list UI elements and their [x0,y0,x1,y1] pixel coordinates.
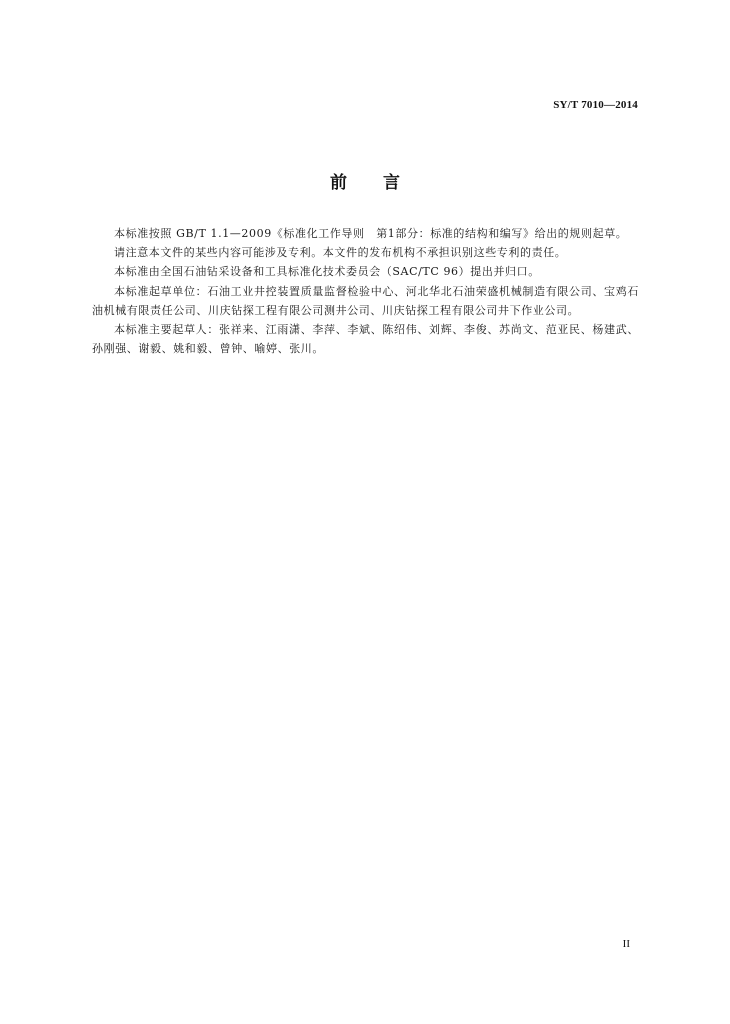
page-number: II [622,938,630,950]
paragraph-drafting-rules: 本标准按照 GB/T 1.1—2009《标准化工作导则 第1部分：标准的结构和编写》给出的规则起草。 [114,227,628,240]
paragraph-drafting-units: 本标准起草单位：石油工业井控装置质量监督检验中心、河北华北石油荣盛机械制造有限公司、宝鸡石油机械有限责任公司、川庆钻探工程有限公司测井公司、川庆钻探工程有限公司井下作业公司。 [92,284,639,317]
foreword-body [92,224,639,358]
title-char-2: 言 [383,173,400,193]
paragraph-proposer: 本标准由全国石油钻采设备和工具标准化技术委员会（SAC/TC 96）提出并归口。 [114,265,540,279]
page-title [0,168,730,193]
title-char-1: 前 [330,173,347,193]
standard-code: SY/T 7010—2014 [553,99,638,111]
paragraph-patent-notice: 请注意本文件的某些内容可能涉及专利。本文件的发布机构不承担识别这些专利的责任。 [114,246,567,260]
paragraph-drafters: 本标准主要起草人：张祥来、江雨潇、李萍、李斌、陈绍伟、刘辉、李俊、苏尚文、范亚民、杨建武、孙刚强、谢毅、姚和毅、曾钟、喻婷、张川。 [92,323,639,356]
